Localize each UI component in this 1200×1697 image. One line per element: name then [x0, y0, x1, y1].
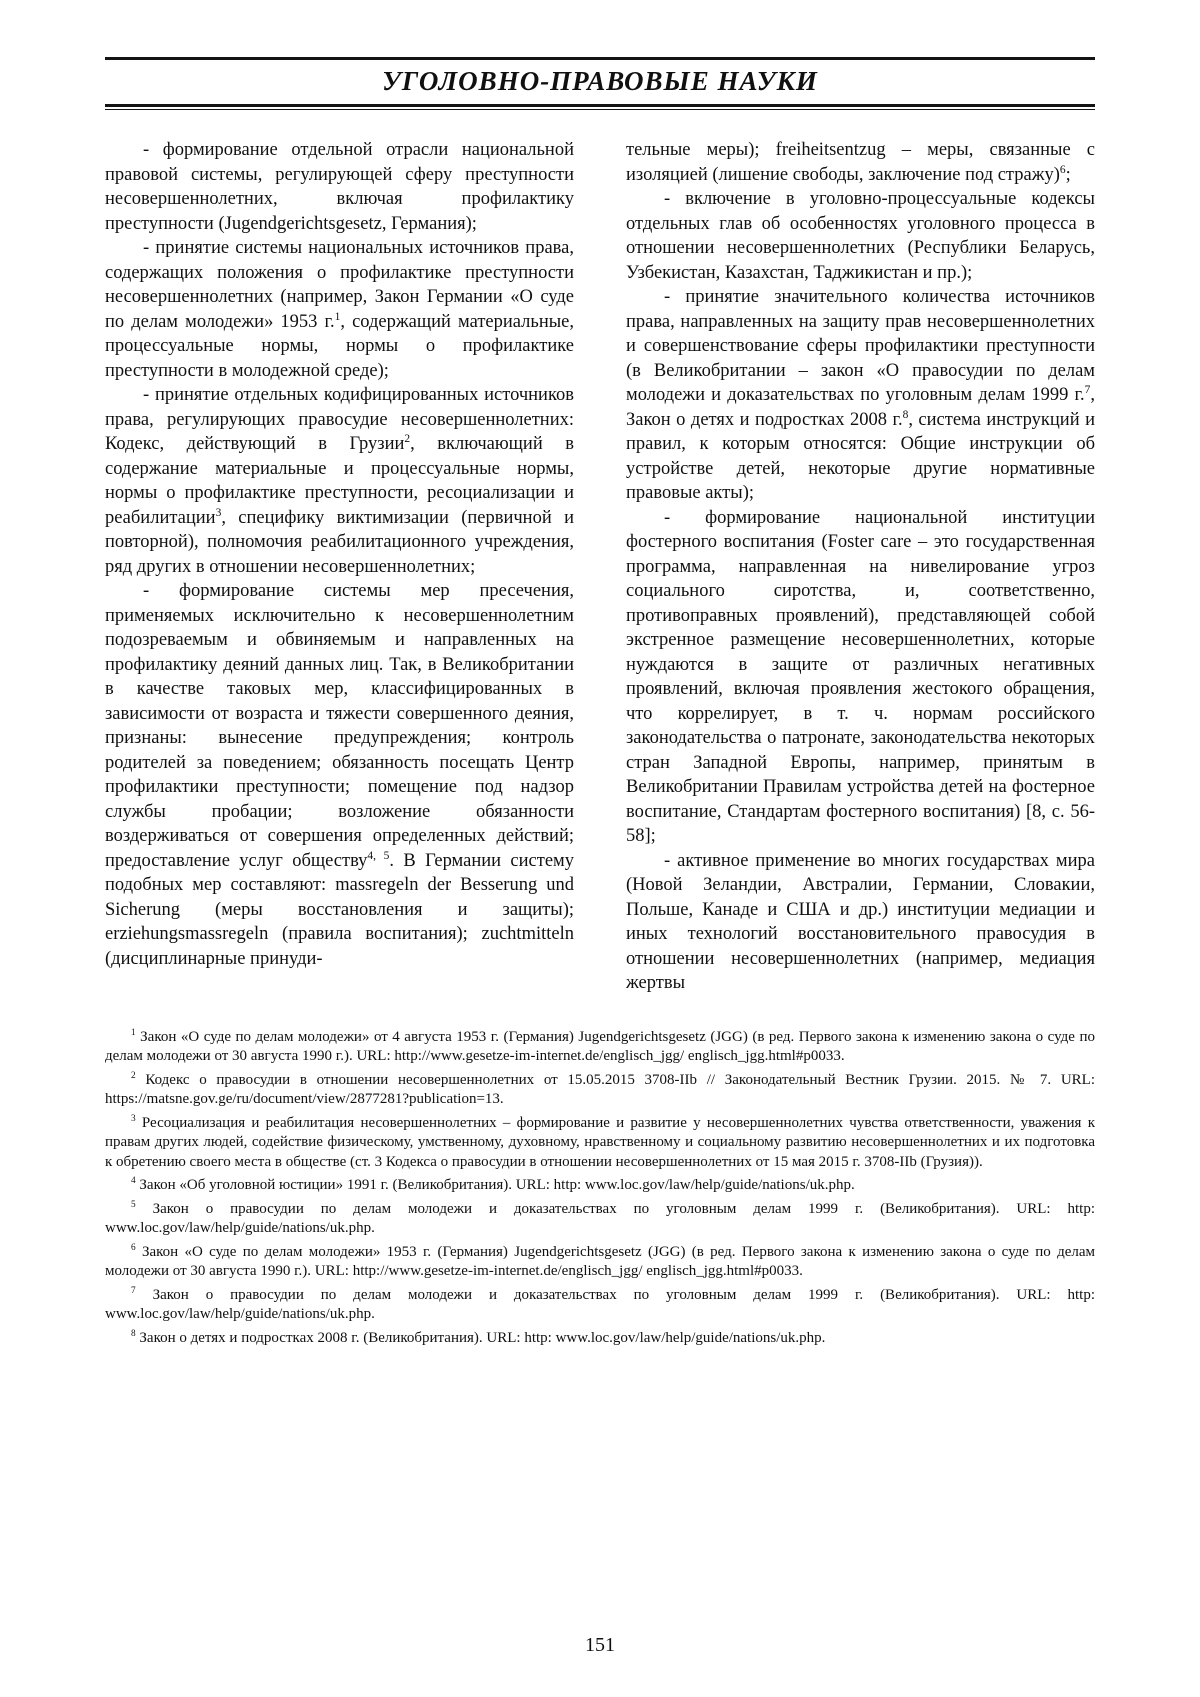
footnote: $^1$ Закон «О суде по делам молодежи» от 4 августа 1953 г. (Германия) Jugendgerichtsgesetz (JGG) (в ред. Первого закона к изменению закона о суде по делам молодежи от 30 августа 1990 г.). URL: http://www.gesetze-im-internet.de/englisch_jgg/ englisch_jgg.html#p0033.: [105, 1027, 1095, 1064]
footnote-number: 2: [131, 1070, 136, 1081]
footnotes-section: [105, 1028, 1095, 1349]
page-header: [105, 57, 1095, 110]
footnote-number: 1: [131, 1027, 136, 1038]
footnote-ref: 4, 5: [367, 849, 390, 862]
left-column: [105, 138, 574, 996]
paragraph: - принятие системы национальных источников права, содержащих положения о профилактике преступности несовершеннолетних (например, Закон Германии «О суде по делам молодежи» 1953 г.$^1$, содержащий материальные, процессуальные нормы, нормы о профилактике преступности в молодежной среде);: [105, 238, 574, 381]
footnote-ref: 7: [1084, 383, 1091, 396]
footnote-ref: 1: [334, 310, 341, 323]
paragraph: - принятие отдельных кодифицированных источников права, регулирующих правосудие несовершеннолетних: Кодекс, действующий в Грузии$^2$, включающий в содержание материальные и процессуальные нормы, нормы о профилактике преступности, ресоциализации и реабилитации$^3$, специфику виктимизации (первичной и повторной), полномочия реабилитационного учреждения, ряд других в отношении несовершеннолетних;: [105, 385, 574, 577]
paragraph: - формирование отдельной отрасли национальной правовой системы, регулирующей сферу преступности несовершеннолетних, включая профилактику преступности (Jugendgerichtsgesetz, Германия);: [105, 140, 574, 234]
paragraph: тельные меры); freiheitsentzug – меры, связанные с изоляцией (лишение свободы, заключение под стражу)$^6$;: [626, 140, 1095, 185]
footnote-number: 3: [131, 1113, 136, 1124]
paragraph: - принятие значительного количества источников права, направленных на защиту прав несовершеннолетних и совершенствование сферы профилактики преступности (в Великобритании – закон «О правосудии по делам молодежи и доказательствах по уголовным делам 1999 г.$^7$, Закон о детях и подростках 2008 г.$^8$, система инструкций и правил, к которым относятся: Общие инструкции об устройстве детей, некоторые другие нормативные правовые акты);: [626, 287, 1095, 503]
section-title: УГОЛОВНО-ПРАВОВЫЕ НАУКИ: [382, 66, 818, 96]
footnote-number: 8: [131, 1328, 136, 1339]
header-rule-top: [105, 57, 1095, 60]
footnote: $^2$ Кодекс о правосудии в отношении несовершеннолетних от 15.05.2015 3708-IIb // Законодательный Вестник Грузии. 2015. № 7. URL: https://matsne.gov.ge/ru/document/view/2877281?publication=13.: [105, 1070, 1095, 1107]
footnote-number: 6: [131, 1242, 136, 1253]
footnote: $^5$ Закон о правосудии по делам молодежи и доказательствах по уголовным делам 1999 г. (Великобритания). URL: http: www.loc.gov/law/help/guide/nations/uk.php.: [105, 1199, 1095, 1236]
footnote-ref: 6: [1059, 163, 1066, 176]
footnote: $^7$ Закон о правосудии по делам молодежи и доказательствах по уголовным делам 1999 г. (Великобритания). URL: http: www.loc.gov/law/help/guide/nations/uk.php.: [105, 1285, 1095, 1322]
footnote-number: 7: [131, 1285, 136, 1296]
footnote: $^3$ Ресоциализация и реабилитация несовершеннолетних – формирование и развитие у несовершеннолетних чувства ответственности, уважения к правам других людей, содействие физическому, умственному, духовному, нравственному и социальному развитию несовершеннолетних и их подготовка к обретению своего места в обществе (ст. 3 Кодекса о правосудии в отношении несовершеннолетних от 15 мая 2015 г. 3708-IIb (Грузия)).: [105, 1113, 1095, 1170]
footnote-number: 4: [131, 1176, 136, 1186]
footnote-number: 5: [131, 1199, 136, 1210]
footnote: $^6$ Закон «О суде по делам молодежи» 1953 г. (Германия) Jugendgerichtsgesetz (JGG) (в ред. Первого закона к изменению закона о суде по делам молодежи от 30 августа 1990 г.). URL: http://www.gesetze-im-internet.de/englisch_jgg/ englisch_jgg.html#p0033.: [105, 1242, 1095, 1279]
page-number: 151: [585, 1634, 615, 1656]
footnote: $^4$ Закон «Об уголовной юстиции» 1991 г. (Великобритания). URL: http: www.loc.gov/law/help/guide/nations/uk.php.: [131, 1176, 855, 1193]
paragraph: - включение в уголовно-процессуальные кодексы отдельных глав об особенностях уголовного процесса в отношении несовершеннолетних (Республики Беларусь, Узбекистан, Казахстан, Таджикистан и пр.);: [626, 189, 1095, 283]
paragraph: - формирование системы мер пресечения, применяемых исключительно к несовершеннолетним подозреваемым и обвиняемым и направленных на профилактику деяний данных лиц. Так, в Великобритании в качестве таковых мер, классифицированных в зависимости от возраста и тяжести совершенного деяния, признаны: вынесение предупреждения; контроль родителей за поведением; обязанность посещать Центр профилактики преступности; помещение под надзор службы пробации; возложение обязанности воздерживаться от совершения определенных действий; предоставление услуг обществу$^{4, 5}$. В Германии систему подобных мер составляют: massregeln der Besserung und Sicherung (меры восстановления и защиты); erziehungsmassregeln (правила воспитания); zuchtmitteln (дисциплинарные принуди-: [105, 581, 574, 969]
header-rule-bottom: [105, 104, 1095, 110]
footnote-ref: 8: [902, 408, 909, 421]
right-column: [626, 138, 1095, 996]
article-body: [105, 138, 1095, 996]
paragraph: - активное применение во многих государствах мира (Новой Зеландии, Австралии, Германии, Словакии, Польше, Канаде и США и др.) институции медиации и иных технологий восстановительного правосудия в отношении несовершеннолетних (например, медиация жертвы: [626, 850, 1095, 993]
paragraph: - формирование национальной институции фостерного воспитания (Foster care – это государственная программа, направленная на нивелирование угроз социального сиротства, и, соответственно, противоправных проявлений), представляющей собой экстренное размещение несовершеннолетних, которые нуждаются в защите от различных негативных проявлений, включая проявления жестокого обращения, что коррелирует, в т. ч. нормам российского законодательства о патронате, законодательства некоторых стран Западной Европы, например, принятым в Великобритании Правилам устройства детей на фостерное воспитание, Стандартам фостерного воспитания) [8, с. 56-58];: [626, 507, 1095, 846]
footnote-ref: 2: [404, 432, 411, 445]
footnote-ref: 3: [215, 506, 222, 519]
footnote: $^8$ Закон о детях и подростках 2008 г. (Великобритания). URL: http: www.loc.gov/law/help/guide/nations/uk.php.: [131, 1328, 826, 1346]
